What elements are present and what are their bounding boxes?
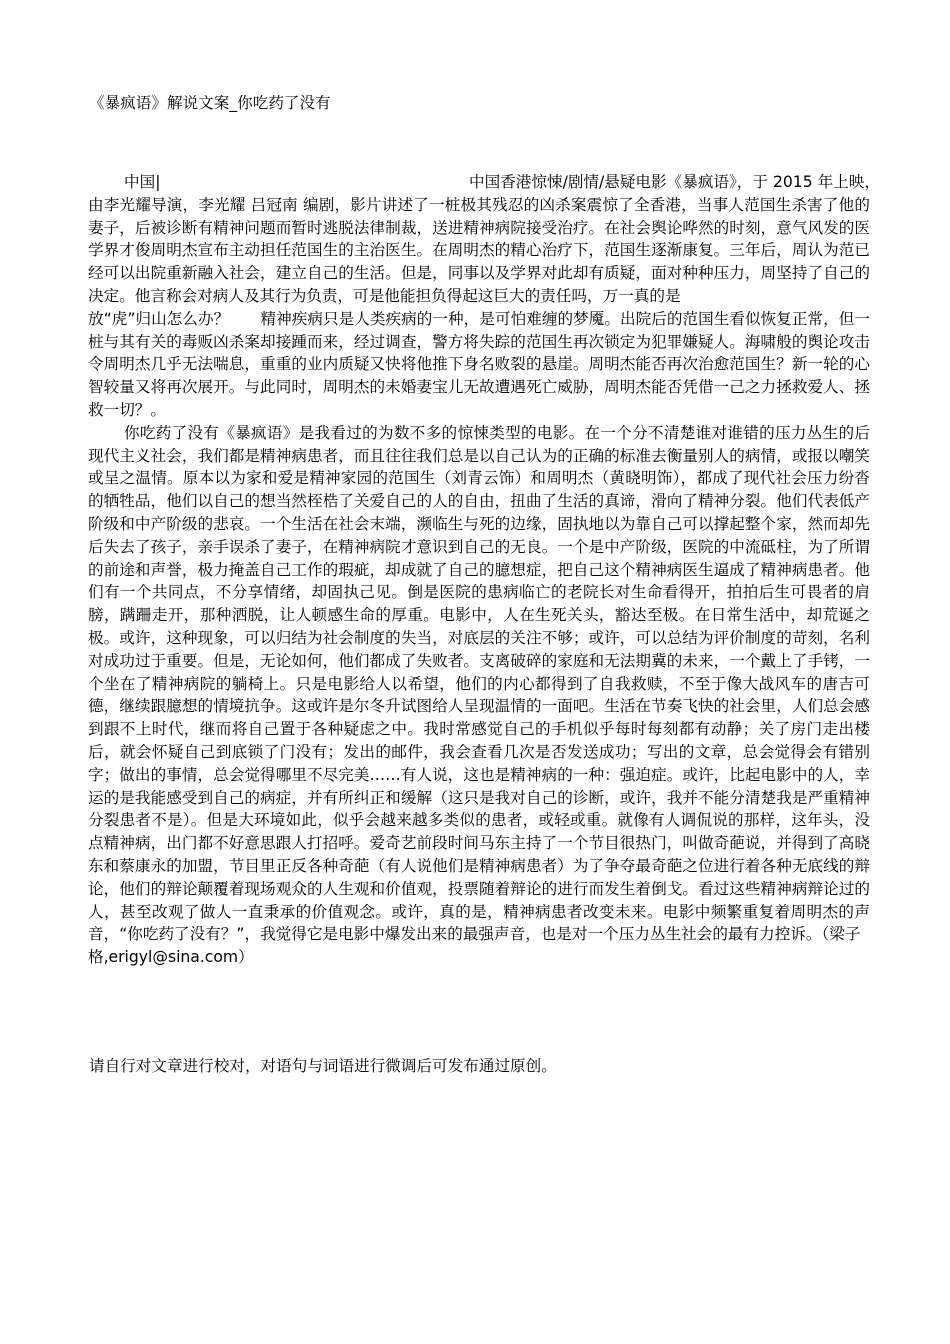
document-title: 《暴疯语》解说文案_你吃药了没有: [89, 94, 331, 112]
article-body: [88, 171, 880, 969]
review-paragraph: 你吃药了没有《暴疯语》是我看过的为数不多的惊悚类型的电影。在一个分不清楚谁对谁错的压力丛生的后现代主义社会，我们都是精神病患者，而且往往我们总是以自己认为的正确的标准去衡量别人的病情，或报以嘲笑或呈之温情。原本以为家和爱是精神家园的范国生（刘青云饰）和周明杰（黄晓明饰），都成了现代社会压力纷沓的牺牲品，他们以自己的想当然桎梏了关爱自己的人的自由，扭曲了生活的真谛，滑向了精神分裂。他们代表低产阶级和中产阶级的悲哀。一个生活在社会末端，濒临生与死的边缘，固执地以为靠自己可以撑起整个家，然而却先后失去了孩子，亲手误杀了妻子，在精神病院才意识到自己的无良。一个是中产阶级，医院的中流砥柱，为了所谓的前途和声誉，极力掩盖自己工作的瑕疵，却成就了自己的臆想症，把自己这个精神病医生逼成了精神病患者。他们有一个共同点，不分享情绪，却固执己见。倒是医院的患病临亡的老院长对生命看得开，拍拍后生可畏者的肩膀，蹒跚走开，那种洒脱，让人顿感生命的厚重。电影中，人在生死关头，豁达至极。在日常生活中，却荒诞之极。或许，这种现象，可以归结为社会制度的失当，对底层的关注不够；或许，可以总结为评价制度的苛刻，名利对成功过于重要。但是，无论如何，他们都成了失败者。支离破碎的家庭和无法期冀的未来，一个戴上了手铐，一个坐在了精神病院的躺椅上。只是电影给人以希望，他们的内心都得到了自我救赎，不至于像大战风车的唐吉可德，继续跟臆想的情境抗争。这或许是尔冬升试图给人呈现温情的一面吧。生活在节奏飞快的社会里，人们总会感到跟不上时代，继而将自己置于各种疑虑之中。我时常感觉自己的手机似乎每时每刻都有动静；关了房门走出楼后，就会怀疑自己到底锁了门没有；发出的邮件，我会查看几次是否发送成功；写出的文章，总会觉得会有错别字；做出的事情，总会觉得哪里不尽完美……有人说，这也是精神病的一种：强迫症。或许，比起电影中的人，幸运的是我能感受到自己的病症，并有所纠正和缓解（这只是我对自己的诊断，或许，我并不能分清楚我是严重精神分裂患者不是）。但是大环境如此，似乎会越来越多类似的患者，或轻或重。就像有人调侃说的那样，这年头，没点精神病，出门都不好意思跟人打招呼。爱奇艺前段时间马东主持了一个节目很热门，叫做奇葩说，并得到了高晓东和蔡康永的加盟，节目里正反各种奇葩（有人说他们是精神病患者）为了争夺最奇葩之位进行着各种无底线的辩论，他们的辩论颠覆着现场观众的人生观和价值观，投票随着辩论的进行而发生着倒戈。看过这些精神病辩论过的人，甚至改观了做人一直秉承的价值观念。或许，真的是，精神病患者改变未来。电影中频繁重复着周明杰的声音，“你吃药了没有？”，我觉得它是电影中爆发出来的最强声音，也是对一个压力丛生社会的最有力控诉。（梁子: [88, 423, 870, 944]
intro-lead-line: [88, 171, 880, 194]
closing-note: 请自行对文章进行校对，对语句与词语进行微调后可发布通过原创。: [89, 1057, 557, 1075]
intro-label: 中国|: [124, 173, 161, 191]
intro-paragraph-1: 由李光耀导演，李光耀 吕冠南 编剧，影片讲述了一桩极其残忍的凶杀案震惊了全香港，当事人范国生杀害了他的妻子，后被诊断有精神问题而暂时逃脱法律制裁，送进精神病院接受治疗。在社会舆论哗然的时刻，意气风发的医学界才俊周明杰宣布主动担任范国生的主治医生。在周明杰的精心治疗下，范国生逐渐康复。三年后，周认为范已经可以出院重新融入社会，建立自己的生活。但是，同事以及学界对此却有质疑，面对种种压力，周坚持了自己的决定。他言称会对病人及其行为负责，可是他能担负得起这巨大的责任吗，万一真的是: [88, 195, 870, 305]
intro-lead-text: 中国香港惊悚/剧情/悬疑电影《暴疯语》，于 2015 年上映，: [469, 173, 880, 191]
intro-paragraph-2: 放“虎”归山怎么办？ 精神疾病只是人类疾病的一种，是可怕难缠的梦魇。出院后的范国生看似恢复正常，但一桩与其有关的毒贩凶杀案却接踵而来，经过调查，警方将失踪的范国生再次锁定为犯罪嫌疑人。海啸般的舆论攻击令周明杰几乎无法喘息，重重的业内质疑又快将他推下身名败裂的悬崖。周明杰能否再次治愈范国生？新一轮的心智较量又将再次展开。与此同时，周明杰的未婚妻宝儿无故遭遇死亡威胁，周明杰能否凭借一己之力拯救爱人、拯救一切？。: [88, 309, 870, 419]
author-signature: 格,erigyl@sina.com）: [88, 948, 254, 967]
